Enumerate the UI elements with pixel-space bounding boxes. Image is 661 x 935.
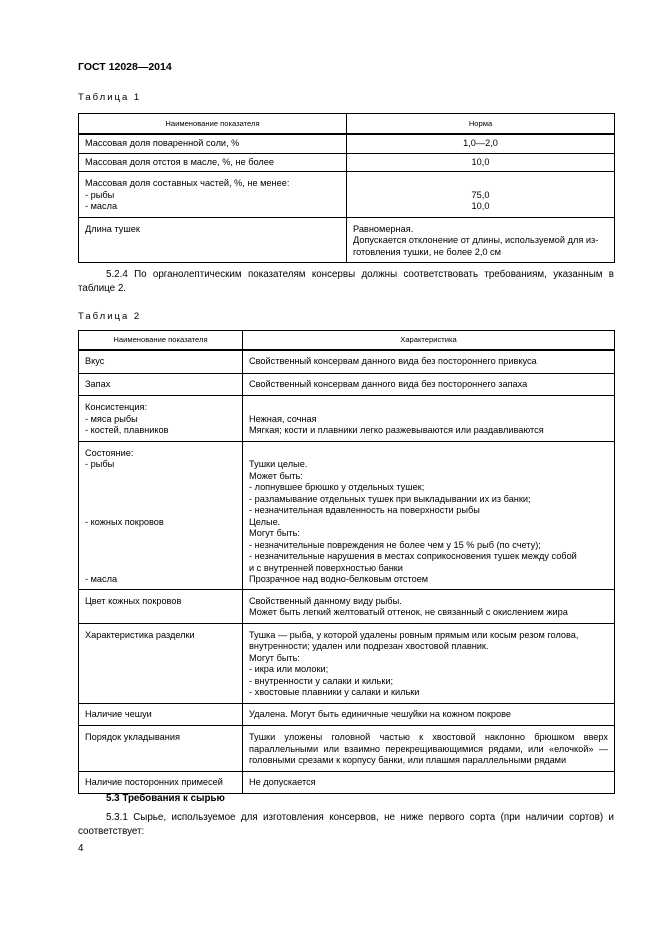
table2-cell-name: Порядок укладывания bbox=[79, 726, 243, 772]
table2-cell-value: Свойственный консервам данного вида без постороннего запаха bbox=[243, 373, 615, 396]
table-row bbox=[79, 623, 615, 703]
table2-cell-name: Характеристика разделки bbox=[79, 623, 243, 703]
document-header: ГОСТ 12028—2014 bbox=[78, 61, 172, 73]
table-row bbox=[79, 703, 615, 726]
table2-cell-name: Наличие посторонних примесей bbox=[79, 771, 243, 794]
page-number: 4 bbox=[78, 843, 84, 854]
paragraph-5-2-4: 5.2.4 По органолептическим показателям консервы должны соответствовать требованиям, указанным в таблице 2. bbox=[78, 269, 614, 294]
table-row bbox=[79, 589, 615, 623]
table-row bbox=[79, 217, 615, 263]
table-row bbox=[79, 441, 615, 589]
table1-header-row bbox=[79, 114, 615, 135]
table2-cell-value: Удалена. Могут быть единичные чешуйки на кожном покрове bbox=[243, 703, 615, 726]
table2-cell-value: Тушки уложены головной частью к хвостовой наклонно брюшком вверх параллельными или взаимно перекрещивающимися рядами, или «елочкой» — головными срезами к корпусу банки, или плашмя параллельными рядами bbox=[243, 726, 615, 772]
table2-header-row bbox=[79, 331, 615, 351]
paragraph-5-3-1: 5.3.1 Сырье, используемое для изготовления консервов, не ниже первого сорта (при наличии сортов) и соответствует: bbox=[78, 812, 614, 837]
table1-cell-value: 75,0 10,0 bbox=[347, 172, 615, 218]
table2-cell-name: Цвет кожных покровов bbox=[79, 589, 243, 623]
table-row bbox=[79, 373, 615, 396]
table2-cell-name: Вкус bbox=[79, 350, 243, 373]
table1-col-name-header: Наименование показателя bbox=[79, 114, 347, 135]
table-row bbox=[79, 771, 615, 794]
table2-cell-name: Консистенция: - мяса рыбы - костей, плавников bbox=[79, 396, 243, 442]
table2-cell-name: Запах bbox=[79, 373, 243, 396]
table-row bbox=[79, 396, 615, 442]
table-row bbox=[79, 726, 615, 772]
table2-cell-value: Не допускается bbox=[243, 771, 615, 794]
table2-caption: Таблица 2 bbox=[78, 311, 142, 322]
table-row bbox=[79, 172, 615, 218]
table1-cell-name: Массовая доля отстоя в масле, %, не более bbox=[79, 153, 347, 172]
table2-cell-value: Тушки целые. Может быть: - лопнувшее брюшко у отдельных тушек; - разламывание отдельных тушек при выкладывании их из банки; - незначительная вдавленность на поверхности рыбы Целые. Могут быть: - незначительные повреждения не более чем у 15 % рыб (по счету); - незначительные нарушения в местах соприкосновения тушек между собой и с внутренней поверхностью банки Прозрачное над водно-белковым отстоем bbox=[243, 441, 615, 589]
table2 bbox=[78, 330, 615, 794]
table2-cell-value: Свойственный консервам данного вида без постороннего привкуса bbox=[243, 350, 615, 373]
table-row bbox=[79, 350, 615, 373]
table1-cell-value: 10,0 bbox=[347, 153, 615, 172]
table1-cell-name: Массовая доля поваренной соли, % bbox=[79, 134, 347, 153]
table1 bbox=[78, 113, 615, 263]
section-title-5-3: 5.3 Требования к сырью bbox=[106, 793, 225, 804]
table1-col-norm-header: Норма bbox=[347, 114, 615, 135]
table2-col-name-header: Наименование показателя bbox=[79, 331, 243, 351]
table1-cell-value: 1,0—2,0 bbox=[347, 134, 615, 153]
table-row bbox=[79, 153, 615, 172]
table2-col-characteristic-header: Характеристика bbox=[243, 331, 615, 351]
table2-cell-name: Наличие чешуи bbox=[79, 703, 243, 726]
table1-cell-name: Массовая доля составных частей, %, не менее: - рыбы - масла bbox=[79, 172, 347, 218]
table1-cell-value: Равномерная. Допускается отклонение от длины, используемой для из- готовления тушки, не более 2,0 см bbox=[347, 217, 615, 263]
table1-cell-name: Длина тушек bbox=[79, 217, 347, 263]
table2-cell-value: Тушка — рыба, у которой удалены ровным прямым или косым резом голова, внутренности; удален или подрезан хвостовой плавник. Могут быть: - икра или молоки; - внутренности у салаки и кильки; - хвостовые плавники у салаки и кильки bbox=[243, 623, 615, 703]
table1-caption: Таблица 1 bbox=[78, 92, 142, 103]
table2-cell-value: Нежная, сочная Мягкая; кости и плавники легко разжевываются или раздавливаются bbox=[243, 396, 615, 442]
table2-cell-value: Свойственный данному виду рыбы. Может быть легкий желтоватый оттенок, не связанный с окислением жира bbox=[243, 589, 615, 623]
table2-cell-name: Состояние: - рыбы - кожных покровов - масла bbox=[79, 441, 243, 589]
table-row bbox=[79, 134, 615, 153]
